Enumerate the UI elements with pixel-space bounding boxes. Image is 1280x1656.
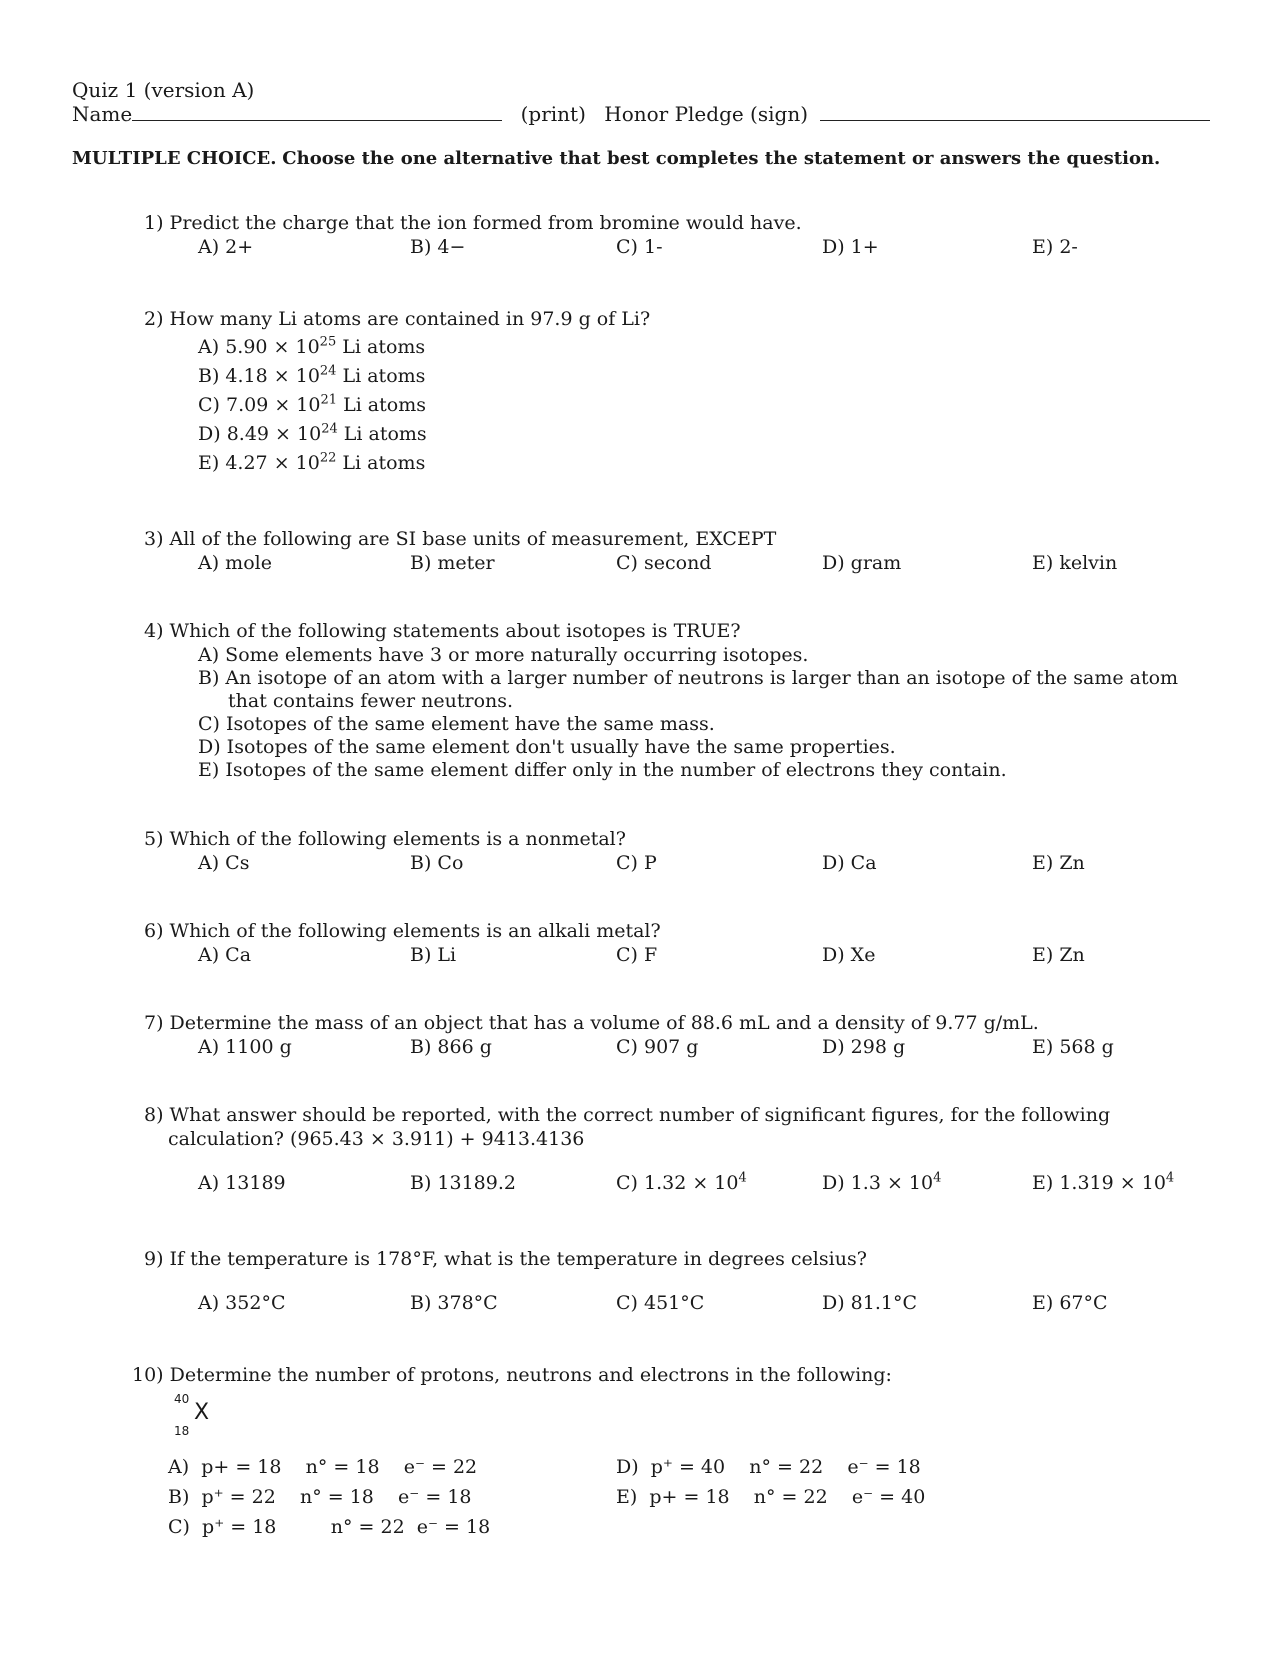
option-letter: E)	[198, 452, 220, 474]
q8-option-b[interactable]: B) 13189.2	[410, 1172, 516, 1194]
option-value: 1.32 × 10	[644, 1172, 739, 1194]
q6-option-d[interactable]: D) Xe	[822, 944, 876, 966]
option-unit: Li atoms	[343, 394, 426, 416]
q9-option-c[interactable]: C) 451°C	[616, 1292, 705, 1314]
q7-option-a[interactable]: A) 1100 g	[198, 1036, 292, 1058]
name-line	[72, 102, 1210, 126]
q3-option-e[interactable]: E) kelvin	[1032, 552, 1118, 574]
q4-option-c[interactable]: C) Isotopes of the same element have the same mass.	[198, 713, 715, 735]
option-exponent: 24	[319, 363, 337, 379]
q2-option-b[interactable]	[198, 365, 425, 387]
quiz-title: Quiz 1 (version A)	[72, 78, 255, 102]
question-5-stem: 5) Which of the following elements is a nonmetal?	[144, 828, 626, 850]
q5-option-e[interactable]: E) Zn	[1032, 852, 1085, 874]
option-exponent: 4	[933, 1170, 942, 1186]
q10-option-b[interactable]: B) p⁺ = 22 n° = 18 e⁻ = 18	[168, 1486, 472, 1508]
q3-option-b[interactable]: B) meter	[410, 552, 495, 574]
instructions-text: Choose the one alternative that best completes the statement or answers the question.	[282, 148, 1161, 169]
q9-option-d[interactable]: D) 81.1°C	[822, 1292, 918, 1314]
question-4-stem: 4) Which of the following statements about isotopes is TRUE?	[144, 620, 741, 642]
q4-option-d[interactable]: D) Isotopes of the same element don't usually have the same properties.	[198, 736, 896, 758]
q4-option-e[interactable]: E) Isotopes of the same element differ only in the number of electrons they contain.	[198, 759, 1007, 781]
pledge-label: Honor Pledge (sign)	[604, 102, 809, 126]
option-letter: C)	[616, 1172, 638, 1194]
q1-option-d[interactable]: D) 1+	[822, 236, 879, 258]
q7-option-e[interactable]: E) 568 g	[1032, 1036, 1114, 1058]
q3-option-a[interactable]: A) mole	[198, 552, 272, 574]
nuclide-mass-number: 40	[174, 1392, 190, 1406]
option-unit: Li atoms	[343, 423, 427, 445]
q5-option-c[interactable]: C) P	[616, 852, 657, 874]
q8-option-d[interactable]	[822, 1172, 941, 1194]
q7-option-b[interactable]: B) 866 g	[410, 1036, 492, 1058]
option-unit: Li atoms	[342, 452, 426, 474]
option-letter: D)	[198, 423, 221, 445]
q9-option-b[interactable]: B) 378°C	[410, 1292, 498, 1314]
question-9-stem: 9) If the temperature is 178°F, what is the temperature in degrees celsius?	[144, 1248, 867, 1270]
question-7-stem: 7) Determine the mass of an object that has a volume of 88.6 mL and a density of 9.77 g/mL.	[144, 1012, 1039, 1034]
name-blank[interactable]	[132, 120, 502, 121]
q6-option-c[interactable]: C) F	[616, 944, 658, 966]
q6-option-a[interactable]: A) Ca	[198, 944, 252, 966]
option-letter: A)	[198, 336, 220, 358]
q1-option-c[interactable]: C) 1-	[616, 236, 663, 258]
q10-option-c[interactable]: C) p⁺ = 18 n° = 22 e⁻ = 18	[168, 1516, 491, 1538]
q3-option-c[interactable]: C) second	[616, 552, 712, 574]
q4-option-b-cont[interactable]: that contains fewer neutrons.	[228, 690, 514, 712]
option-unit: Li atoms	[342, 365, 426, 387]
q1-option-b[interactable]: B) 4−	[410, 236, 466, 258]
option-value: 5.90 × 10	[225, 336, 320, 358]
q7-option-c[interactable]: C) 907 g	[616, 1036, 699, 1058]
option-value: 1.319 × 10	[1059, 1172, 1166, 1194]
option-unit: Li atoms	[342, 336, 426, 358]
option-value: 7.09 × 10	[226, 394, 321, 416]
q2-option-c[interactable]	[198, 394, 426, 416]
q10-option-a[interactable]: A) p+ = 18 n° = 18 e⁻ = 22	[168, 1456, 478, 1478]
print-label: (print)	[520, 102, 586, 126]
q4-option-b[interactable]: B) An isotope of an atom with a larger number of neutrons is larger than an isotope of the same atom	[198, 667, 1179, 689]
q2-option-d[interactable]	[198, 423, 427, 445]
option-value: 4.27 × 10	[225, 452, 320, 474]
instructions-heading: MULTIPLE CHOICE.	[72, 148, 277, 169]
q8-option-c[interactable]	[616, 1172, 747, 1194]
option-value: 1.3 × 10	[850, 1172, 934, 1194]
q5-option-d[interactable]: D) Ca	[822, 852, 877, 874]
question-1-stem: 1) Predict the charge that the ion formed from bromine would have.	[144, 212, 802, 234]
question-2-stem: 2) How many Li atoms are contained in 97.9 g of Li?	[144, 308, 651, 330]
option-exponent: 4	[1165, 1170, 1175, 1186]
option-exponent: 4	[738, 1170, 747, 1186]
option-letter: D)	[822, 1172, 845, 1194]
question-8-calculation: calculation? (965.43 × 3.911) + 9413.4136	[168, 1128, 585, 1150]
q6-option-b[interactable]: B) Li	[410, 944, 457, 966]
question-3-stem: 3) All of the following are SI base units of measurement, EXCEPT	[144, 528, 777, 550]
q4-option-a[interactable]: A) Some elements have 3 or more naturally occurring isotopes.	[198, 644, 809, 666]
q3-option-d[interactable]: D) gram	[822, 552, 902, 574]
question-10-stem: 10) Determine the number of protons, neutrons and electrons in the following:	[132, 1364, 892, 1386]
option-letter: E)	[1032, 1172, 1054, 1194]
q10-option-e[interactable]: E) p+ = 18 n° = 22 e⁻ = 40	[616, 1486, 926, 1508]
option-exponent: 21	[320, 392, 338, 408]
option-letter: C)	[198, 394, 220, 416]
option-exponent: 22	[319, 450, 337, 466]
nuclide-atomic-number: 18	[174, 1424, 190, 1438]
q1-option-a[interactable]: A) 2+	[198, 236, 254, 258]
q8-option-a[interactable]: A) 13189	[198, 1172, 286, 1194]
name-label: Name	[72, 102, 133, 126]
nuclide-symbol: X	[194, 1400, 210, 1425]
q7-option-d[interactable]: D) 298 g	[822, 1036, 906, 1058]
q6-option-e[interactable]: E) Zn	[1032, 944, 1085, 966]
q10-option-d[interactable]: D) p⁺ = 40 n° = 22 e⁻ = 18	[616, 1456, 921, 1478]
option-value: 8.49 × 10	[226, 423, 322, 445]
q8-option-e[interactable]	[1032, 1172, 1174, 1194]
q5-option-a[interactable]: A) Cs	[198, 852, 250, 874]
q5-option-b[interactable]: B) Co	[410, 852, 464, 874]
q9-option-e[interactable]: E) 67°C	[1032, 1292, 1108, 1314]
q9-option-a[interactable]: A) 352°C	[198, 1292, 286, 1314]
option-exponent: 24	[321, 421, 338, 437]
question-8-stem: 8) What answer should be reported, with the correct number of significant figures, for the following	[144, 1104, 1111, 1126]
option-letter: B)	[198, 365, 220, 387]
q2-option-a[interactable]	[198, 336, 425, 358]
question-6-stem: 6) Which of the following elements is an alkali metal?	[144, 920, 661, 942]
option-exponent: 25	[319, 334, 337, 350]
q2-option-e[interactable]	[198, 452, 425, 474]
option-value: 4.18 × 10	[225, 365, 320, 387]
q1-option-e[interactable]: E) 2-	[1032, 236, 1078, 258]
pledge-blank[interactable]	[820, 120, 1210, 121]
instructions	[72, 148, 1160, 169]
